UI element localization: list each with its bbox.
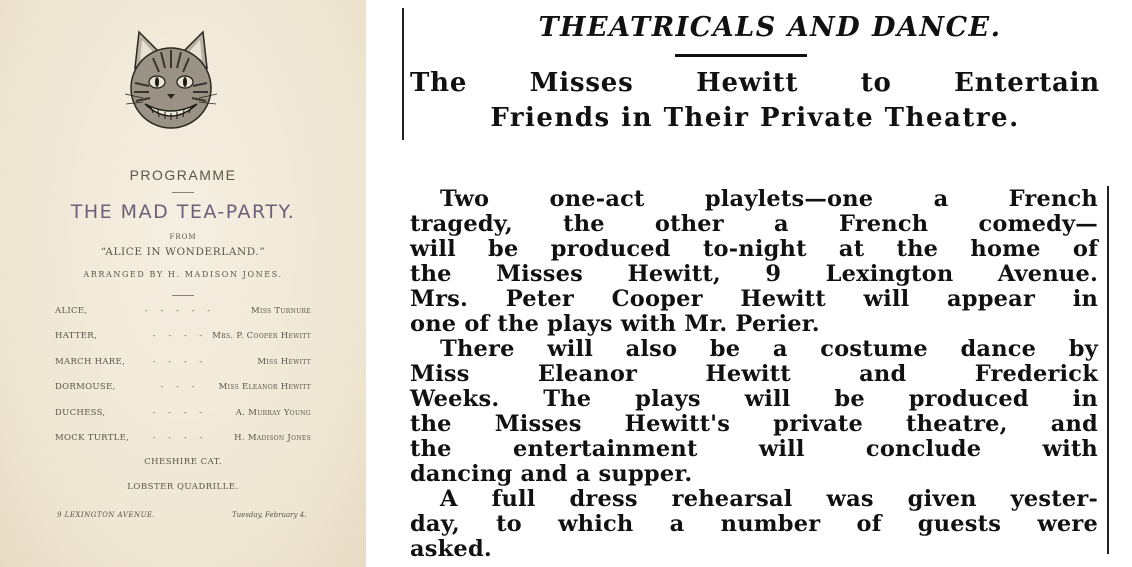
cast-actor: Miss Turnure xyxy=(251,306,311,316)
divider-rule xyxy=(172,192,194,193)
article-line: one of the plays with Mr. Perier. xyxy=(410,311,820,337)
article-line: day, to which a number of guests were xyxy=(410,511,1098,537)
cheshire-cat-illustration xyxy=(125,28,217,136)
cast-row xyxy=(55,306,311,320)
cast-role: DORMOUSE, xyxy=(55,382,116,392)
programme-source: “ALICE IN WONDERLAND.” xyxy=(100,246,266,258)
article-line: There will also be a costume dance by xyxy=(440,336,1098,362)
cast-dashes: - - - - xyxy=(152,331,208,341)
cast-role: ALICE, xyxy=(55,306,88,316)
cast-row xyxy=(55,382,311,396)
clipping-subheadline-1: The Misses Hewitt to Entertain xyxy=(410,68,1100,98)
cast-role: DUCHESS, xyxy=(55,408,106,418)
programme-card xyxy=(0,0,366,567)
cast-row xyxy=(55,357,311,371)
cast-dashes: - - - - xyxy=(152,433,208,443)
cast-actor: Mrs. P. Cooper Hewitt xyxy=(212,331,311,341)
programme-date: Tuesday, February 4. xyxy=(232,511,307,519)
cast-dashes: - - - - - xyxy=(144,306,216,316)
programme-heading: PROGRAMME xyxy=(129,167,237,183)
newspaper-clipping xyxy=(380,0,1132,567)
article-line: asked. xyxy=(410,536,492,562)
clipping-headline: THEATRICALS AND DANCE. xyxy=(538,12,1002,43)
cast-actor: Miss Eleanor Hewitt xyxy=(218,382,311,392)
article-line: Two one-act playlets—one a French xyxy=(440,186,1098,212)
headline-rule xyxy=(675,54,807,57)
programme-address: 9 LEXINGTON AVENUE. xyxy=(57,511,156,519)
article-line: Weeks. The plays will be produced in xyxy=(410,386,1098,412)
article-line: will be produced to-night at the home of xyxy=(410,236,1098,262)
programme-arranged-by: ARRANGED BY H. MADISON JONES. xyxy=(83,270,283,279)
article-line: the Misses Hewitt, 9 Lexington Avenue. xyxy=(410,261,1098,287)
article-line: dancing and a supper. xyxy=(410,461,693,487)
article-line: tragedy, the other a French comedy— xyxy=(410,211,1098,237)
cast-role: MARCH HARE, xyxy=(55,357,126,367)
cast-dashes: - - - - xyxy=(152,357,208,367)
article-line: Miss Eleanor Hewitt and Frederick xyxy=(410,361,1098,387)
column-rule-right xyxy=(1107,186,1109,554)
cast-dashes: - - - - xyxy=(152,408,208,418)
cast-row xyxy=(55,408,311,422)
cast-actor: A. Murray Young xyxy=(235,408,311,418)
article-line: Mrs. Peter Cooper Hewitt will appear in xyxy=(410,286,1098,312)
article-line: A full dress rehearsal was given yester- xyxy=(440,486,1098,512)
clipping-subheadline-2: Friends in Their Private Theatre. xyxy=(490,103,1020,133)
cast-actor: H. Madison Jones xyxy=(234,433,311,443)
programme-extra-quadrille: LOBSTER QUADRILLE. xyxy=(127,482,239,492)
cast-dashes: - - - xyxy=(160,382,200,392)
article-line: the entertainment will conclude with xyxy=(410,436,1098,462)
programme-title: THE MAD TEA-PARTY. xyxy=(70,201,296,223)
cast-role: HATTER, xyxy=(55,331,97,341)
programme-extra-cheshire: CHESHIRE CAT. xyxy=(144,457,222,467)
cast-row xyxy=(55,433,311,447)
cast-role: MOCK TURTLE, xyxy=(55,433,130,443)
divider-rule xyxy=(172,295,194,296)
programme-from: FROM xyxy=(169,233,197,241)
cast-row xyxy=(55,331,311,345)
article-line: the Misses Hewitt's private theatre, and xyxy=(410,411,1098,437)
cast-actor: Miss Hewitt xyxy=(257,357,311,367)
